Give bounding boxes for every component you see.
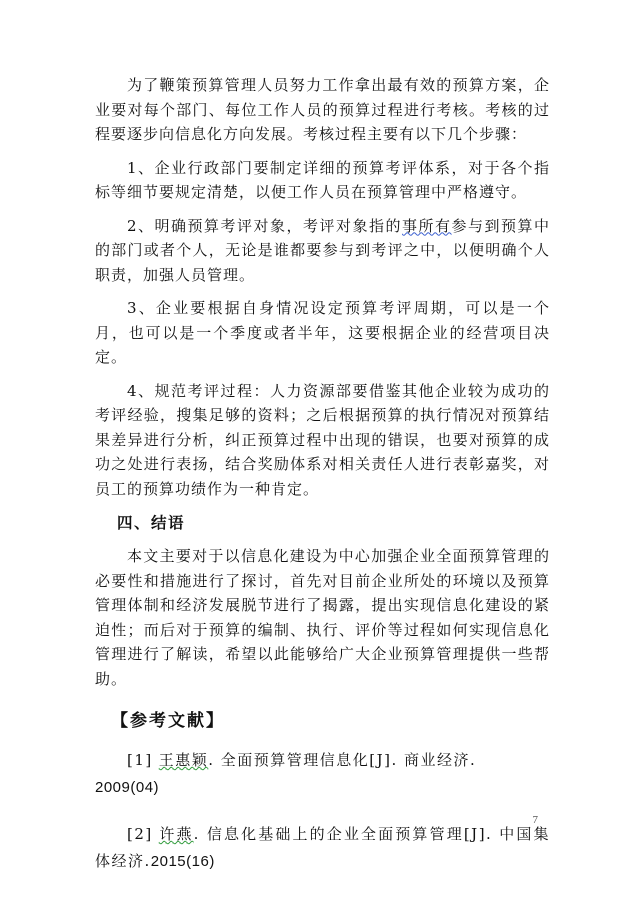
page-number: 7 (532, 814, 538, 826)
paragraph-step-3: 3、企业要根据自身情况设定预算考评周期，可以是一个月，也可以是一个季度或者半年，这要根据企业的经营项目决定。 (95, 299, 550, 366)
reference-author: 许燕 (158, 825, 194, 843)
step-2-text-b: 参与到预算中的部门或者个人，无论是谁都要参与到考评之中，以便明确个人职责，加强人员管理。 (95, 216, 550, 284)
paragraph-step-4: 4、规范考评过程：人力资源部要借鉴其他企业较为成功的考评经验，搜集足够的资料；之后根据预算的执行情况对预算结果差异进行分析，纠正预算过程中出现的错误，也要对预算的成功之处进行表扬，结合奖励体系对相关责任人进行表彰嘉奖，对员工的预算功绩作为一种肯定。 (95, 381, 550, 498)
step-2-grammar-flag: 事所有 (402, 216, 452, 235)
reference-text: . 全面预算管理信息化[J]. 商业经济. (208, 751, 477, 769)
references-title: 【参考文献】 (111, 711, 225, 731)
step-2-text-a: 2、明确预算考评对象，考评对象指的 (127, 216, 402, 235)
reference-item-1 (95, 747, 550, 801)
reference-text: . 信息化基础上的企业全面预算管理[J]. 中国集体经济. (95, 825, 550, 870)
section-heading-conclusion: 四、结语 (117, 513, 186, 532)
paragraph-conclusion: 本文主要对于以信息化建设为中心加强企业全面预算管理的必要性和措施进行了探讨，首先对目前企业所处的环境以及预算管理体制和经济发展脱节进行了揭露，提出实现信息化建设的紧迫性；而后对于预算的编制、执行、评价等过程如何实现信息化管理进行了解读，希望以此能够给广大企业预算管理提供一些帮助。 (95, 547, 550, 688)
reference-number: [1] (127, 751, 153, 769)
document-body (95, 73, 550, 875)
paragraph-step-1: 1、企业行政部门要制定详细的预算考评体系，对于各个指标等细节要规定清楚，以便工作人员在预算管理中严格遵守。 (95, 158, 550, 201)
reference-year: 2009(04) (95, 779, 160, 796)
reference-author: 王惠颖 (158, 751, 209, 769)
reference-number: [2] (127, 825, 153, 843)
paragraph-intro: 为了鞭策预算管理人员努力工作拿出最有效的预算方案，企业要对每个部门、每位工作人员的预算过程进行考核。考核的过程要逐步向信息化方向发展。考核过程主要有以下几个步骤： (95, 76, 550, 143)
reference-item-2 (95, 821, 550, 875)
reference-year: 2015(16) (150, 853, 215, 870)
paragraph-step-2 (95, 214, 550, 288)
